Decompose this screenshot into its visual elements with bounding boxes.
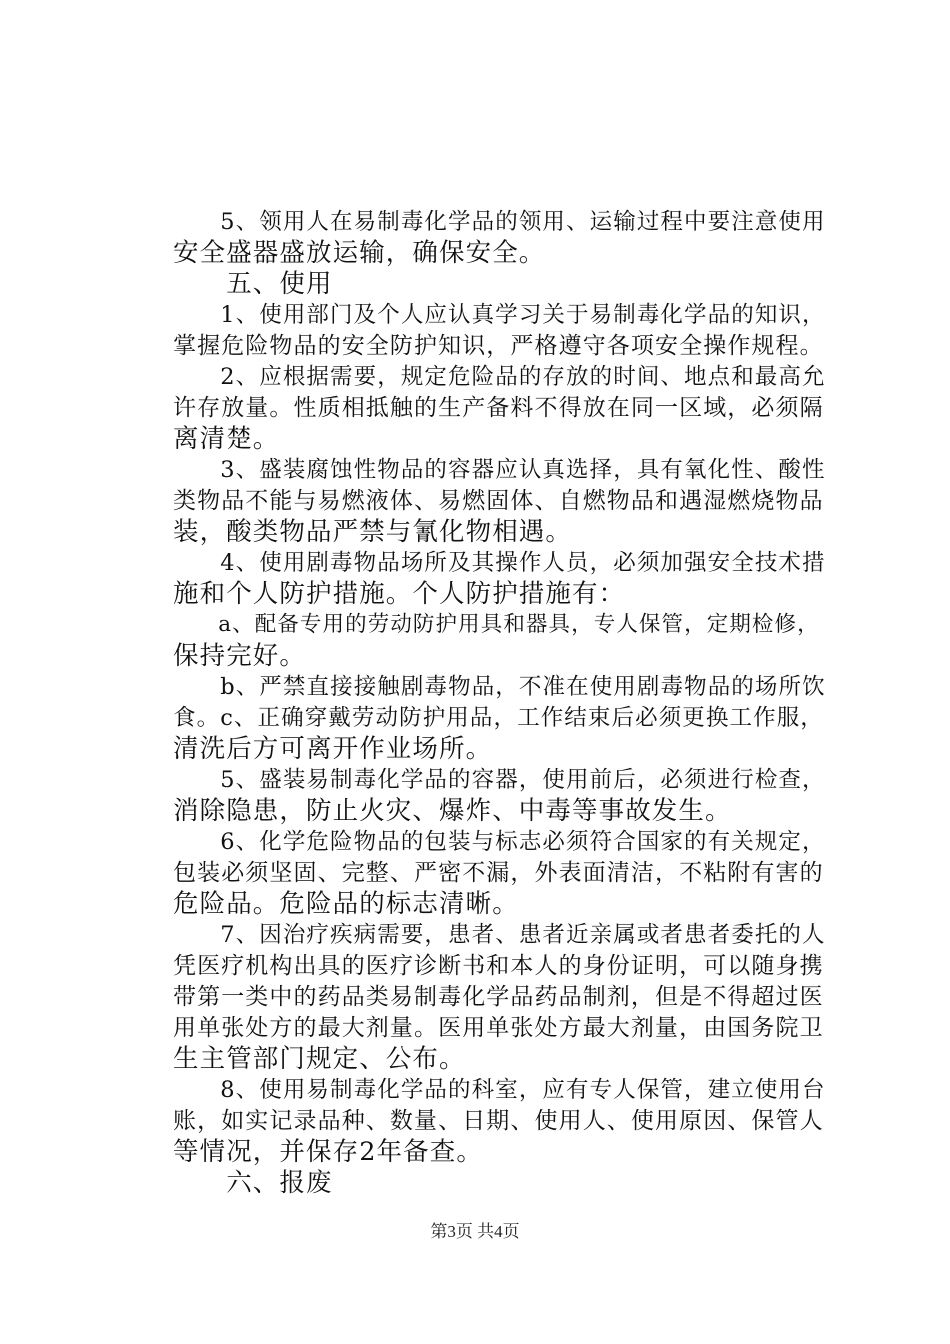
- text-line: 5、盛装易制毒化学品的容器，使用前后，必须进行检查，: [173, 767, 826, 793]
- text-line: 危险品。危险品的标志清晰。: [173, 889, 519, 919]
- text-line: 用单张处方的最大剂量。医用单张处方最大剂量，由国务院卫: [173, 1015, 824, 1041]
- text-line: 5、领用人在易制毒化学品的领用、运输过程中要注意使用: [173, 209, 826, 235]
- text-line: 消除隐患，防止火灾、爆炸、中毒等事故发生。: [173, 796, 732, 826]
- text-line: 2、应根据需要，规定危险品的存放的时间、地点和最高允: [173, 364, 826, 390]
- text-line: 包装必须坚固、完整、严密不漏，外表面清洁，不粘附有害的: [173, 860, 824, 886]
- text-line: 离清楚。: [173, 424, 280, 454]
- text-line: 6、化学危险物品的包装与标志必须符合国家的有关规定，: [173, 829, 826, 855]
- text-line: 类物品不能与易燃液体、易燃固体、自燃物品和遇湿燃烧物品: [173, 488, 824, 514]
- text-line: 保持完好。: [173, 641, 307, 671]
- section-heading: 五、使用: [173, 269, 333, 299]
- page-number-footer: 第3页 共4页: [430, 1222, 520, 1241]
- text-line: 清洗后方可离开作业场所。: [173, 734, 493, 764]
- text-line: 掌握危险物品的安全防护知识，严格遵守各项安全操作规程。: [173, 333, 824, 359]
- text-line: 许存放量。性质相抵触的生产备料不得放在同一区域，必须隔: [173, 395, 824, 421]
- section-heading: 六、报废: [173, 1168, 333, 1198]
- text-line: 账，如实记录品种、数量、日期、使用人、使用原因、保管人: [173, 1108, 824, 1134]
- text-line: 生主管部门规定、公布。: [173, 1044, 466, 1074]
- text-line: 带第一类中的药品类易制毒化学品药品制剂，但是不得超过医: [173, 984, 824, 1010]
- text-line: 4、使用剧毒物品场所及其操作人员，必须加强安全技术措: [173, 550, 826, 576]
- text-line: 食。c、正确穿戴劳动防护用品，工作结束后必须更换工作服，: [173, 705, 824, 731]
- text-line: a、配备专用的劳动防护用具和器具，专人保管，定期检修，: [173, 612, 820, 637]
- text-line: b、严禁直接接触剧毒物品，不准在使用剧毒物品的场所饮: [173, 674, 826, 700]
- text-line: 3、盛装腐蚀性物品的容器应认真选择，具有氧化性、酸性: [173, 457, 826, 483]
- text-line: 装，酸类物品严禁与氰化物相遇。: [173, 517, 573, 547]
- text-line: 施和个人防护措施。个人防护措施有：: [173, 579, 626, 609]
- text-line: 等情况，并保存2年备查。: [173, 1137, 483, 1167]
- text-line: 8、使用易制毒化学品的科室，应有专人保管，建立使用台: [173, 1077, 826, 1103]
- text-line: 7、因治疗疾病需要，患者、患者近亲属或者患者委托的人: [173, 922, 826, 948]
- text-line: 安全盛器盛放运输，确保安全。: [173, 238, 546, 268]
- text-line: 1、使用部门及个人应认真学习关于易制毒化学品的知识，: [173, 302, 826, 328]
- text-line: 凭医疗机构出具的医疗诊断书和本人的身份证明，可以随身携: [173, 953, 824, 979]
